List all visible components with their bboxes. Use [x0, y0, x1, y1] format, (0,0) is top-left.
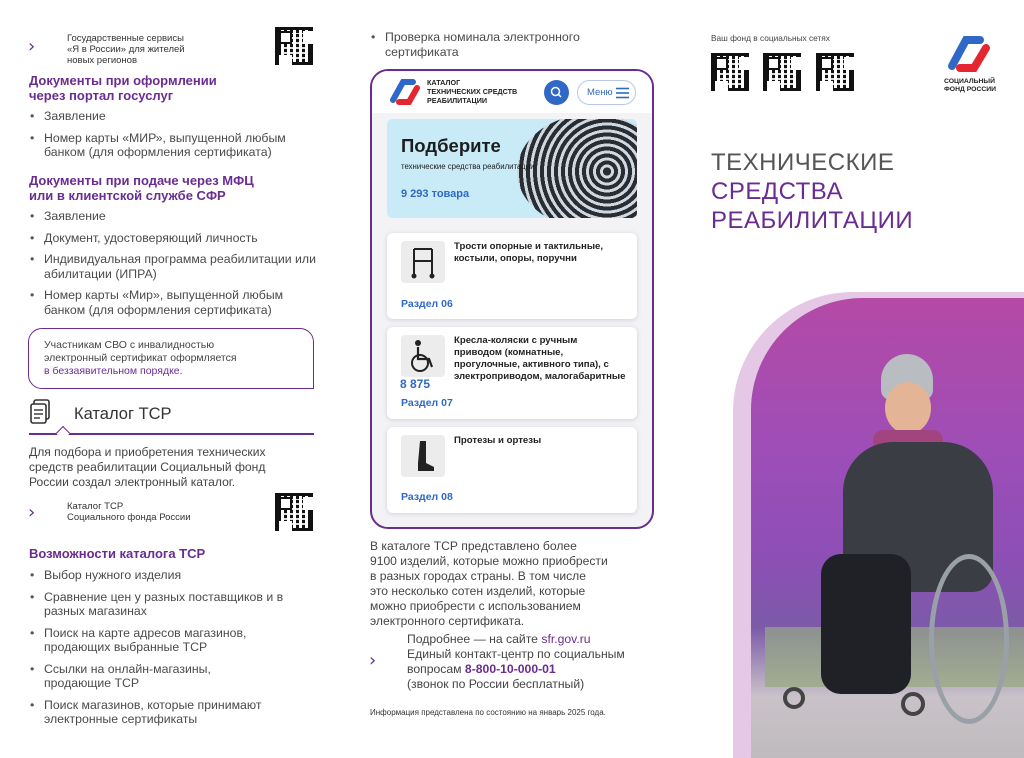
- hero-image: [733, 292, 1024, 758]
- menu-button[interactable]: Меню: [577, 80, 636, 105]
- svo-note-box: Участникам СВО с инвалидностью электронный сертификат оформляется в беззаявительном порядке.: [28, 328, 314, 389]
- contact-block: Подробнее — на сайте sfr.gov.ru Единый контакт-центр по социальным вопросам 8-800-10-000-01 (звонок по России бесплатный): [407, 632, 625, 691]
- docs-mfc-title: Документы при подаче через МФЦ или в клиентской службе СФР: [29, 173, 254, 203]
- card-section[interactable]: Раздел 07: [401, 397, 453, 409]
- qr-code-social-3[interactable]: [816, 53, 854, 91]
- sfr-logo-icon: [387, 76, 423, 108]
- qr-code-catalog[interactable]: [275, 493, 313, 531]
- banner-title: Подберите: [401, 135, 501, 156]
- list-item: • Номер карты «Мир», выпущенной любым банком (для оформления сертификата): [28, 288, 318, 317]
- category-card[interactable]: [387, 233, 637, 319]
- page-title: ТЕХНИЧЕСКИЕ СРЕДСТВА РЕАБИЛИТАЦИИ: [711, 149, 914, 234]
- gosuslugi-qr-label: Государственные сервисы «Я в России» для жителей новых регионов: [67, 33, 185, 66]
- list-item: • Заявление: [28, 109, 318, 124]
- catalog-heading: Каталог ТСР: [74, 405, 172, 423]
- features-list: [28, 568, 318, 727]
- footnote: Информация представлена по состоянию на январь 2025 года.: [370, 708, 606, 717]
- qr-code-social-1[interactable]: [711, 53, 749, 91]
- hamburger-icon: [616, 87, 629, 99]
- card-title: Трости опорные и тактильные, костыли, опоры, поручни: [454, 241, 604, 264]
- qr-code-social-2[interactable]: [763, 53, 801, 91]
- card-count: 8 875: [400, 377, 431, 391]
- catalog-qr-label: Каталог ТСР Социального фонда России: [67, 501, 191, 523]
- middle-top-list: [369, 30, 639, 59]
- front-wheel: [901, 692, 925, 716]
- docs-portal-list: [28, 109, 318, 160]
- card-section[interactable]: Раздел 06: [401, 298, 453, 310]
- social-label: Ваш фонд в социальных сетях: [711, 33, 830, 43]
- sfr-logo-text: СОЦИАЛЬНЫЙ ФОНД РОССИИ: [944, 78, 997, 93]
- list-item: • Проверка номинала электронного сертификата: [369, 30, 639, 59]
- list-item: • Номер карты «МИР», выпущенной любым банком (для оформления сертификата): [28, 131, 318, 160]
- features-title: Возможности каталога ТСР: [29, 546, 206, 561]
- list-item: • Ссылки на онлайн-магазины, продающие ТСР: [28, 662, 318, 691]
- card-title: Кресла-коляски с ручным приводом (комнатные, прогулочные, активного типа), с электроприводом, малогабаритные: [454, 335, 626, 382]
- sfr-logo-icon: [944, 32, 994, 76]
- svo-link: в беззаявительном порядке: [44, 365, 180, 377]
- search-button[interactable]: [544, 80, 569, 105]
- list-item: • Заявление: [28, 209, 318, 224]
- chevron-right-icon: ›: [28, 36, 36, 57]
- banner-subtitle: технические средства реабилитации: [401, 162, 535, 171]
- search-icon: [544, 80, 569, 105]
- wheelchair-icon: [401, 335, 445, 377]
- site-link[interactable]: sfr.gov.ru: [541, 632, 591, 646]
- promo-banner[interactable]: [387, 119, 637, 218]
- chevron-right-icon: ›: [28, 502, 36, 523]
- catalog-text: Для подбора и приобретения технических средств реабилитации Социальный фонд России создал электронный каталог.: [29, 445, 266, 489]
- document-icon: [30, 399, 54, 425]
- list-item: • Выбор нужного изделия: [28, 568, 318, 583]
- qr-code-gosuslugi[interactable]: [275, 27, 313, 65]
- card-section[interactable]: Раздел 08: [401, 491, 453, 503]
- divider-notch: [56, 426, 70, 440]
- banner-image: [517, 119, 637, 218]
- list-item: • Поиск магазинов, которые принимают электронные сертификаты: [28, 698, 318, 727]
- catalog-logo-text: КАТАЛОГ ТЕХНИЧЕСКИХ СРЕДСТВ РЕАБИЛИТАЦИИ: [427, 78, 518, 105]
- banner-count: 9 293 товара: [401, 188, 470, 200]
- legs: [821, 554, 911, 694]
- prosthesis-icon: [401, 435, 445, 477]
- divider: [29, 433, 314, 435]
- wheel: [929, 554, 1009, 724]
- list-item: • Сравнение цен у разных поставщиков и в разных магазинах: [28, 590, 318, 619]
- walker-icon: [401, 241, 445, 283]
- category-card[interactable]: [387, 327, 637, 419]
- phone-link[interactable]: 8-800-10-000-01: [464, 662, 556, 676]
- list-item: • Документ, удостоверяющий личность: [28, 231, 318, 246]
- chevron-right-icon: ›: [369, 650, 377, 671]
- docs-portal-title: Документы при оформлении через портал госуслуг: [29, 73, 217, 103]
- catalog-info-text: В каталоге ТСР представлено более 9100 изделий, которые можно приобрести в разных городах страны. В том числе это несколько сотен изделий, которые можно приобрести с использованием электронного сертификата.: [370, 539, 608, 628]
- docs-mfc-list: [28, 209, 318, 317]
- category-card[interactable]: [387, 427, 637, 513]
- list-item: • Индивидуальная программа реабилитации или абилитации (ИПРА): [28, 252, 318, 281]
- front-wheel: [783, 687, 805, 709]
- list-item: • Поиск на карте адресов магазинов, продающих выбранные ТСР: [28, 626, 318, 655]
- card-title: Протезы и ортезы: [454, 435, 542, 446]
